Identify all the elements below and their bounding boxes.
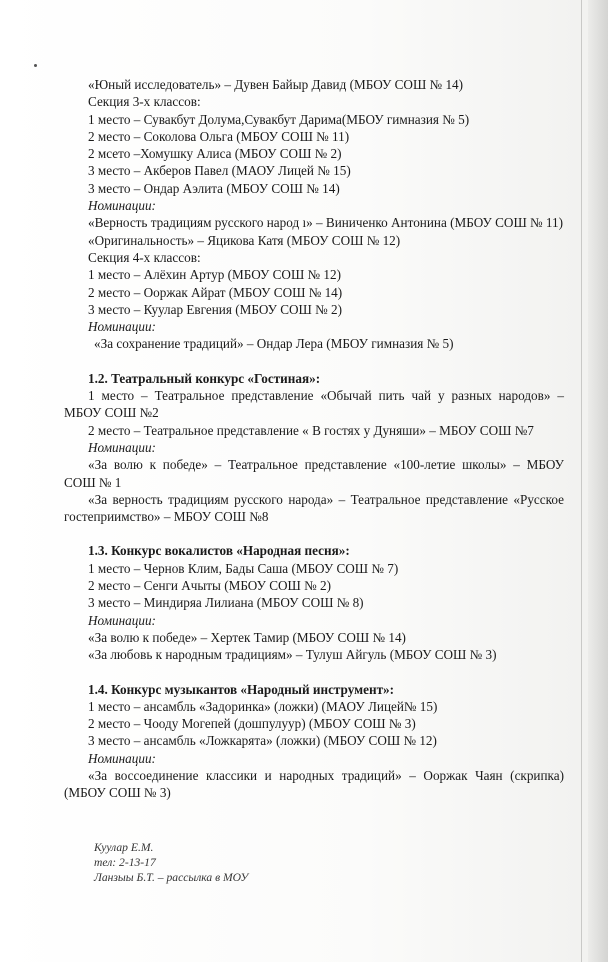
page-fold-line [581,0,582,962]
section-label: Секция 3-х классов: [88,94,201,110]
section-heading: 1.3. Конкурс вокалистов «Народная песня»: [88,543,350,559]
text-line: 2 место – Ооржак Айрат (МБОУ СОШ № 14) [88,284,343,300]
signature-author: Куулар Е.М. [94,841,154,854]
text-line: 2 место – Чооду Могепей (дошпулуур) (МБОУ СОШ № 3) [88,716,416,732]
document-body [64,76,564,802]
text-line: «Юный исследователь» – Дувен Байыр Давид (МБОУ СОШ № 14) [88,77,464,92]
text-line: 2 место – Театральное представление « В гостях у Дуняши» – МБОУ СОШ №7 [88,422,534,438]
text-line: 1 место – Сувакбут Долума,Сувакбут Дарима(МБОУ гимназия № 5) [88,111,470,127]
nominations-label: Номинации: [88,612,156,628]
text-line: 3 место – Ондар Аэлита (МБОУ СОШ № 14) [88,180,340,196]
signature-block [94,840,248,885]
text-line: 3 место – Миндиряа Лилиана (МБОУ СОШ № 8) [88,595,364,611]
nominations-label: Номинации: [88,198,156,214]
signature-distribution: Ланзыы Б.Т. – рассылка в МОУ [94,871,249,884]
text-line: 2 место – Соколова Ольга (МБОУ СОШ № 11) [88,128,350,144]
text-line: «За верность традициям русского народа» – Театральное представление «Русское гостеприимство» – МБОУ СОШ №8 [64,491,564,525]
text-line: 3 место – ансамбль «Ложкарята» (ложки) (МБОУ СОШ № 12) [88,733,437,749]
page-edge-shadow [588,0,608,962]
text-line: 1 место – Алёхин Артур (МБОУ СОШ № 12) [88,267,342,283]
section-heading: 1.2. Театральный конкурс «Гостиная»: [88,370,321,386]
text-line: «За воссоединение классики и народных традиций» – Ооржак Чаян (скрипка) (МБОУ СОШ № 3) [64,767,564,801]
text-line: 1 место – ансамбль «Задоринка» (ложки) (МАОУ Лицей№ 15) [88,698,438,714]
section-label: Секция 4-х классов: [88,249,201,265]
section-heading: 1.4. Конкурс музыкантов «Народный инструмент»: [88,681,395,697]
text-line: 1 место – Чернов Клим, Бады Саша (МБОУ СОШ № 7) [88,560,399,576]
signature-phone: тел: 2-13-17 [94,856,156,869]
nominations-label: Номинации: [88,319,156,335]
text-line: 3 место – Акберов Павел (МАОУ Лицей № 15) [88,163,351,179]
text-line: «За сохранение традиций» – Ондар Лера (МБОУ гимназия № 5) [94,336,454,352]
text-line: «Верность традициям русского народ ı» – Виниченко Антонина (МБОУ СОШ № 11) [88,215,564,231]
text-line: 2 мсето –Хомушку Алиса (МБОУ СОШ № 2) [88,146,342,162]
nominations-label: Номинации: [88,750,156,766]
text-line: 3 место – Куулар Евгения (МБОУ СОШ № 2) [88,301,343,317]
text-line: 1 место – Театральное представление «Обычай пить чай у разных народов» – МБОУ СОШ №2 [64,388,564,421]
scan-speck [34,64,37,67]
nominations-label: Номинации: [88,439,156,455]
text-line: «Оригинальность» – Яцикова Катя (МБОУ СОШ № 12) [88,232,401,248]
text-line: 2 место – Сенги Ачыты (МБОУ СОШ № 2) [88,578,332,594]
text-line: «За волю к победе» – Театральное представление «100-летие школы» – МБОУ СОШ № 1 [64,457,564,490]
text-line: «За волю к победе» – Хертек Тамир (МБОУ СОШ № 14) [88,629,406,645]
text-line: «За любовь к народным традициям» – Тулуш Айгуль (МБОУ СОШ № 3) [88,647,497,663]
